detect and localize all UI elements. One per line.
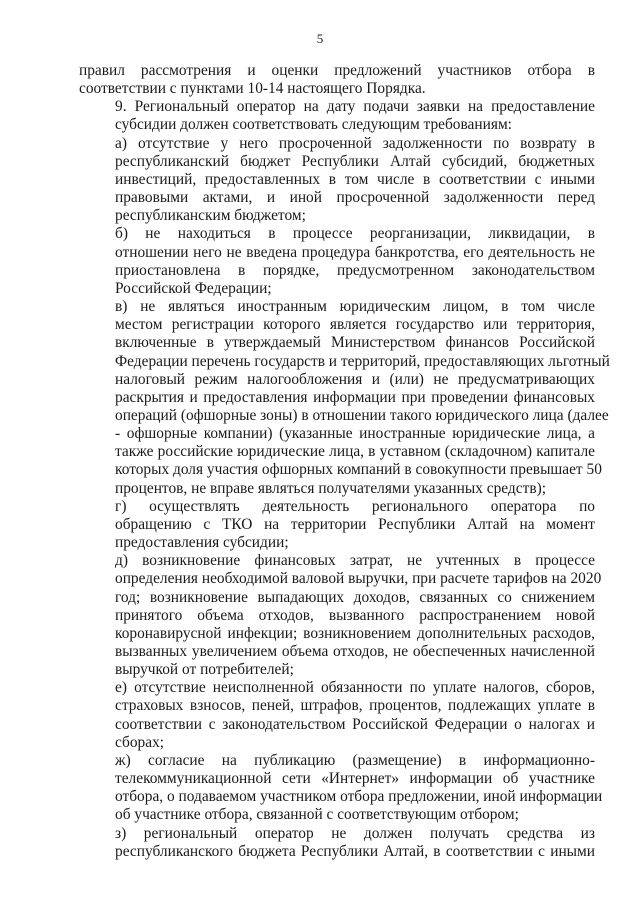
text-line: д) возникновение финансовых затрат, не учтенных в процессе — [115, 552, 595, 570]
document-body — [79, 62, 610, 861]
text-line: процентов, не вправе являться получателями указанных средств); — [115, 479, 546, 497]
text-line: телекоммуникационной сети «Интернет» информации об участнике — [115, 770, 595, 788]
text-line: з) региональный оператор не должен получать средства из — [115, 824, 595, 842]
text-line: г) осуществлять деятельность регионального оператора по — [115, 497, 595, 515]
text-line: также российские юридические лица, в уставном (складочном) капитале — [115, 443, 595, 461]
text-line: республиканского бюджета Республики Алтай, в соответствии с иными — [115, 842, 595, 860]
text-line: Федерации перечень государств и территорий, предоставляющих льготный — [115, 352, 610, 370]
text-line: инвестиций, предоставленных в том числе в соответствии с иными — [115, 170, 595, 188]
text-line: а) отсутствие у него просроченной задолженности по возврату в — [115, 134, 595, 152]
text-line: правовыми актами, и иной просроченной задолженности перед — [115, 189, 595, 207]
paragraph-pv — [79, 298, 610, 498]
paragraph-pzh — [79, 751, 603, 825]
text-line: приостановлена в порядке, предусмотренном законодательством — [115, 261, 595, 279]
text-line: правил рассмотрения и оценки предложений участников отбора в — [79, 62, 595, 79]
text-line: соответствии с законодательством Российской Федерации о налогах и — [115, 715, 595, 733]
paragraph-pg — [79, 498, 595, 552]
text-line: сборах; — [115, 733, 165, 751]
text-line: 9. Региональный оператор на дату подачи заявки на предоставление — [115, 98, 595, 116]
text-line: республиканский бюджет Республики Алтай субсидий, бюджетных — [115, 152, 595, 170]
paragraph-pz — [79, 825, 595, 861]
text-line: субсидии должен соответствовать следующим требованиям: — [115, 116, 512, 134]
text-line: отношении него не введена процедура банкротства, его деятельность не — [115, 243, 595, 261]
paragraph-pd — [79, 552, 602, 679]
paragraph-cont — [79, 62, 595, 98]
text-line: в) не являться иностранным юридическим лицом, в том числе — [115, 298, 595, 316]
text-line: принятого объема отходов, вызванного распространением новой — [115, 606, 595, 624]
text-line: раскрытия и предоставления информации при проведении финансовых — [115, 388, 595, 406]
text-line: об участнике отбора, связанной с соответствующим отбором; — [115, 806, 519, 824]
text-line: операций (офшорные зоны) в отношении такого юридического лица (далее — [115, 406, 609, 424]
paragraph-pb — [79, 225, 595, 298]
text-line: предоставления субсидии; — [115, 534, 289, 552]
text-line: коронавирусной инфекции; возникновением дополнительных расходов, — [115, 624, 595, 642]
text-line: б) не находиться в процессе реорганизации, ликвидации, в — [115, 225, 595, 243]
text-line: ж) согласие на публикацию (размещение) в информационно- — [115, 751, 595, 769]
text-line: налоговый режим налогообложения и (или) не предусматривающих — [115, 370, 595, 388]
text-line: обращению с ТКО на территории Республики Алтай на момент — [115, 515, 595, 533]
text-line: включенные в утверждаемый Министерством финансов Российской — [115, 334, 595, 352]
text-line: местом регистрации которого является государство или территория, — [115, 316, 595, 334]
text-line: отбора, о подаваемом участником отбора предложении, иной информации — [115, 788, 603, 806]
page-number: 5 — [316, 31, 324, 46]
text-line: страховых взносов, пеней, штрафов, процентов, подлежащих уплате в — [115, 697, 595, 715]
text-line: вызванных увеличением объема отходов, не обеспеченных начисленной — [115, 643, 595, 660]
text-line: республиканским бюджетом; — [115, 207, 306, 225]
paragraph-p9 — [79, 98, 595, 134]
text-line: е) отсутствие неисполненной обязанности по уплате налогов, сборов, — [115, 679, 595, 697]
paragraph-pe — [79, 679, 595, 752]
text-line: которых доля участия офшорных компаний в совокупности превышает 50 — [115, 461, 602, 479]
text-line: выручкой от потребителей; — [115, 661, 294, 679]
text-line: определения необходимой валовой выручки, при расчете тарифов на 2020 — [115, 570, 602, 588]
text-line: - офшорные компании) (указанные иностранные юридические лица, а — [115, 425, 595, 443]
text-line: соответствии с пунктами 10-14 настоящего Порядка. — [79, 80, 426, 98]
text-line: год; возникновение выпадающих доходов, связанных со снижением — [115, 588, 595, 606]
paragraph-pa — [79, 135, 595, 226]
text-line: Российской Федерации; — [115, 279, 272, 297]
